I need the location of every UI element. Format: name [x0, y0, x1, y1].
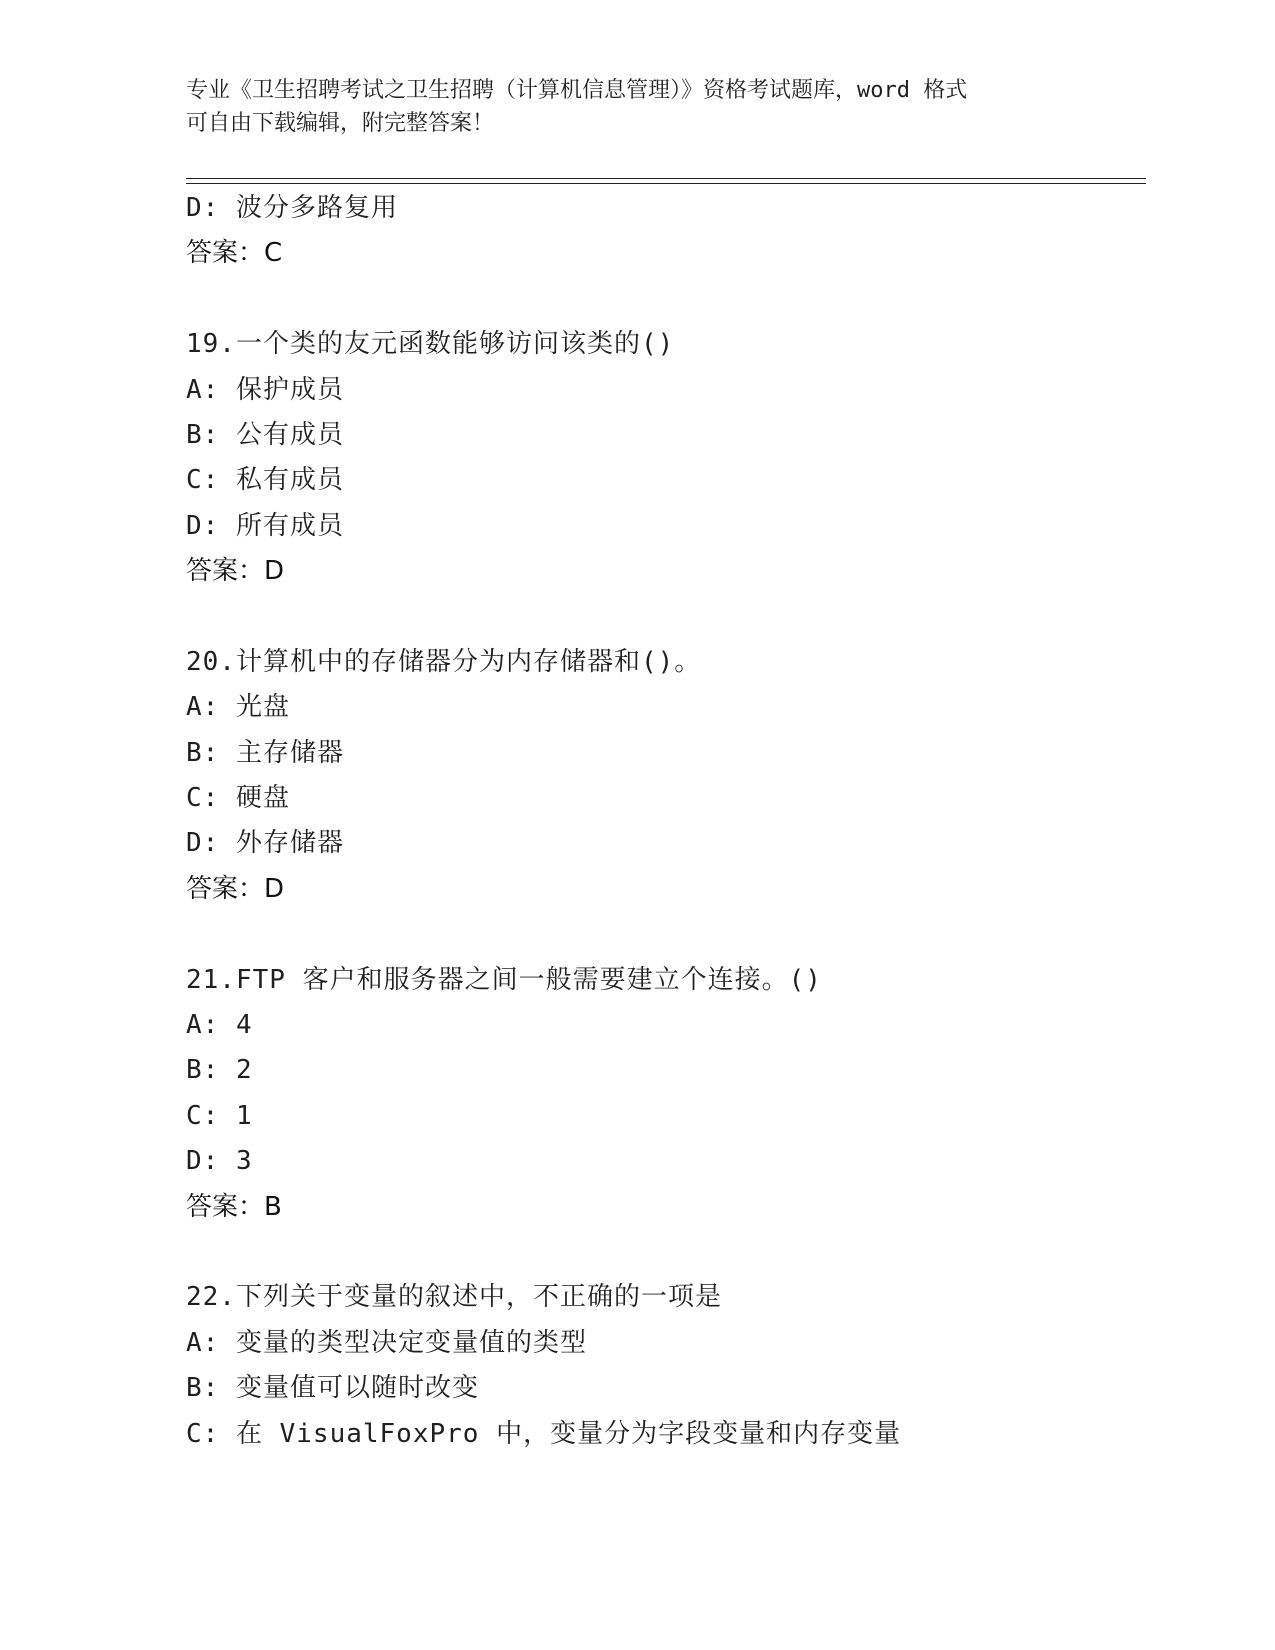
answer-line: 答案：D [186, 556, 285, 587]
option-d: D: 所有成员 [186, 510, 344, 541]
option-b: B: 变量值可以随时改变 [186, 1373, 479, 1404]
option-b: B: 2 [186, 1055, 253, 1086]
question-22 [186, 1275, 1146, 1457]
spacer [186, 277, 1146, 322]
option-d: D: 外存储器 [186, 828, 344, 859]
question-20 [186, 640, 1146, 912]
option-d: D: 波分多路复用 [186, 193, 398, 223]
option-a: A: 4 [186, 1010, 253, 1041]
header-divider-top [186, 178, 1146, 179]
option-a: A: 变量的类型决定变量值的类型 [186, 1327, 587, 1358]
header-line-1: 专业《卫生招聘考试之卫生招聘（计算机信息管理）》资格考试题库，word 格式 [186, 78, 968, 103]
question-text: 19.一个类的友元函数能够访问该类的() [186, 329, 675, 360]
option-b: B: 公有成员 [186, 419, 344, 450]
question-21 [186, 958, 1146, 1230]
question-text: 22.下列关于变量的叙述中，不正确的一项是 [186, 1282, 722, 1313]
option-d: D: 3 [186, 1146, 253, 1177]
previous-question-tail [186, 186, 1146, 277]
header-line-2: 可自由下载编辑，附完整答案！ [186, 111, 495, 136]
answer-line: 答案：C [186, 238, 283, 269]
spacer [186, 595, 1146, 640]
answer-line: 答案：B [186, 1191, 282, 1222]
option-a: A: 光盘 [186, 692, 290, 723]
spacer [186, 1230, 1146, 1275]
answer-line: 答案：D [186, 873, 285, 904]
header-divider-bottom [186, 183, 1146, 184]
question-text: 21.FTP 客户和服务器之间一般需要建立个连接。() [186, 964, 822, 995]
document-header [186, 74, 1086, 140]
option-a: A: 保护成员 [186, 374, 344, 405]
question-text: 20.计算机中的存储器分为内存储器和()。 [186, 646, 702, 677]
option-b: B: 主存储器 [186, 737, 344, 768]
option-c: C: 在 VisualFoxPro 中，变量分为字段变量和内存变量 [186, 1418, 902, 1449]
question-19 [186, 322, 1146, 594]
option-c: C: 硬盘 [186, 783, 290, 814]
option-c: C: 私有成员 [186, 465, 344, 496]
option-c: C: 1 [186, 1100, 253, 1131]
question-list [186, 186, 1146, 1457]
spacer [186, 912, 1146, 957]
